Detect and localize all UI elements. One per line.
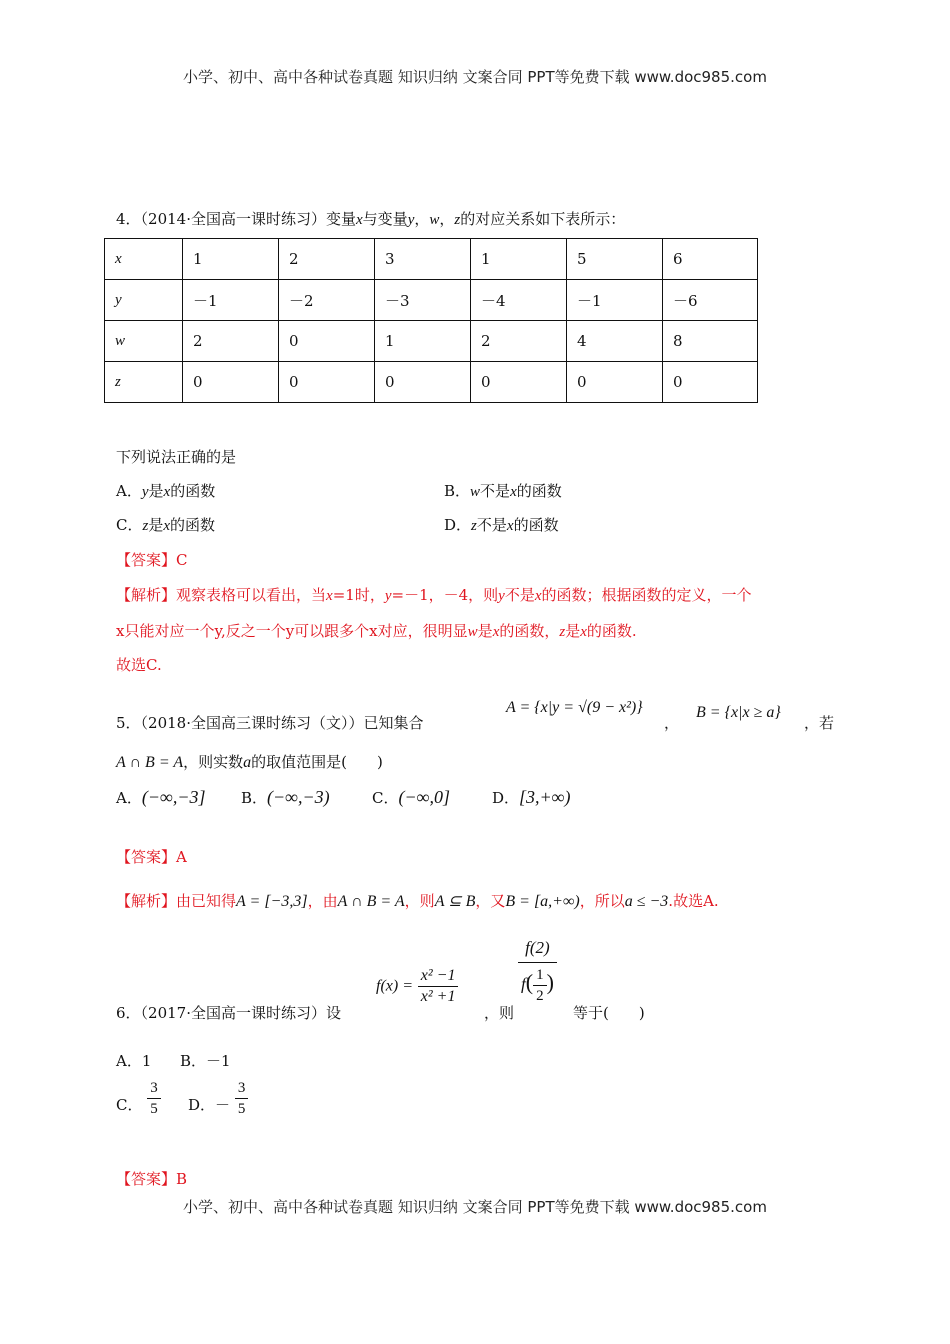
q4-value-table (104, 238, 758, 403)
q5-option-c: C．(−∞,0] (372, 787, 450, 807)
table-row: y －1 －2 －3 －4 －1 －6 (105, 280, 758, 321)
q4-answer: 【答案】C (116, 551, 188, 569)
page-header: 小学、初中、高中各种试卷真题 知识归纳 文案合同 PPT等免费下载 www.doc985.com (183, 68, 767, 86)
table-row: x 1 2 3 1 5 6 (105, 239, 758, 280)
q4-option-d: D．z不是x的函数 (444, 516, 559, 534)
q6-stem-mid: ，则 (484, 1004, 515, 1022)
q5-option-b: B．(−∞,−3) (241, 787, 330, 807)
q4-analysis-line3: 故选C. (116, 656, 162, 674)
page-footer: 小学、初中、高中各种试卷真题 知识归纳 文案合同 PPT等免费下载 www.doc985.com (183, 1198, 767, 1216)
q4-analysis-line1: 【解析】观察表格可以看出，当x=1时，y=－1，－4，则y不是x的函数；根据函数的定义，一个 (116, 586, 752, 604)
q6-function-def: f(x) = $\frac{\text{x² −1}}{\text{x² +1}}$ (376, 966, 458, 1007)
q6-ratio: f(2) f( $\frac{1}{2}$ ) (518, 934, 557, 1006)
q6-option-d: D．－ $\frac{3}{5}$ (188, 1078, 248, 1119)
q6-stem-suffix: 等于( ) (573, 1004, 645, 1022)
q6-option-b: B．－1 (180, 1052, 231, 1070)
q5-option-d: D．[3,+∞) (492, 787, 571, 807)
q6-function-fraction: $\frac{\text{x² −1}}{\text{x² +1}}$ (418, 966, 459, 1007)
table-row: w 2 0 1 2 4 8 (105, 321, 758, 362)
q5-stem-line1: 5．（2018·全国高三课时练习（文））已知集合 (116, 714, 424, 732)
q5-analysis: 【解析】由已知得A = [−3,3]，由A ∩ B = A，则A ⊆ B，又B = [a,+∞)，所以a ≤ −3.故选A. (116, 892, 719, 910)
q5-set-b: B = {x|x ≥ a} (696, 704, 781, 721)
q4-prompt: 下列说法正确的是 (116, 448, 237, 466)
q5-option-a: A．(−∞,−3] (116, 787, 206, 807)
q6-option-c: C． $\frac{3}{5}$ (116, 1078, 161, 1119)
q4-option-a: A．y是x的函数 (116, 482, 216, 500)
table-row: z 0 0 0 0 0 0 (105, 362, 758, 403)
q4-analysis-line2: x只能对应一个y,反之一个y可以跟多个x对应，很明显w是x的函数，z是x的函数. (116, 622, 637, 640)
q6-answer: 【答案】B (116, 1170, 188, 1188)
q5-answer: 【答案】A (116, 848, 187, 866)
q5-comma: ， (664, 714, 680, 732)
q5-stem-suffix: ，若 (804, 714, 835, 732)
q6-option-a: A．1 (116, 1052, 152, 1070)
q4-stem: 4．（2014·全国高一课时练习）变量x与变量y，w，z的对应关系如下表所示： (116, 210, 626, 228)
q4-option-b: B．w不是x的函数 (444, 482, 562, 500)
q5-set-a: A = {x|y = √(9 − x²)} (506, 699, 643, 716)
q6-stem-prefix: 6．（2017·全国高一课时练习）设 (116, 1004, 341, 1022)
q4-option-c: C．z是x的函数 (116, 516, 216, 534)
q5-stem-line2: A ∩ B = A，则实数a的取值范围是( ) (116, 753, 383, 771)
